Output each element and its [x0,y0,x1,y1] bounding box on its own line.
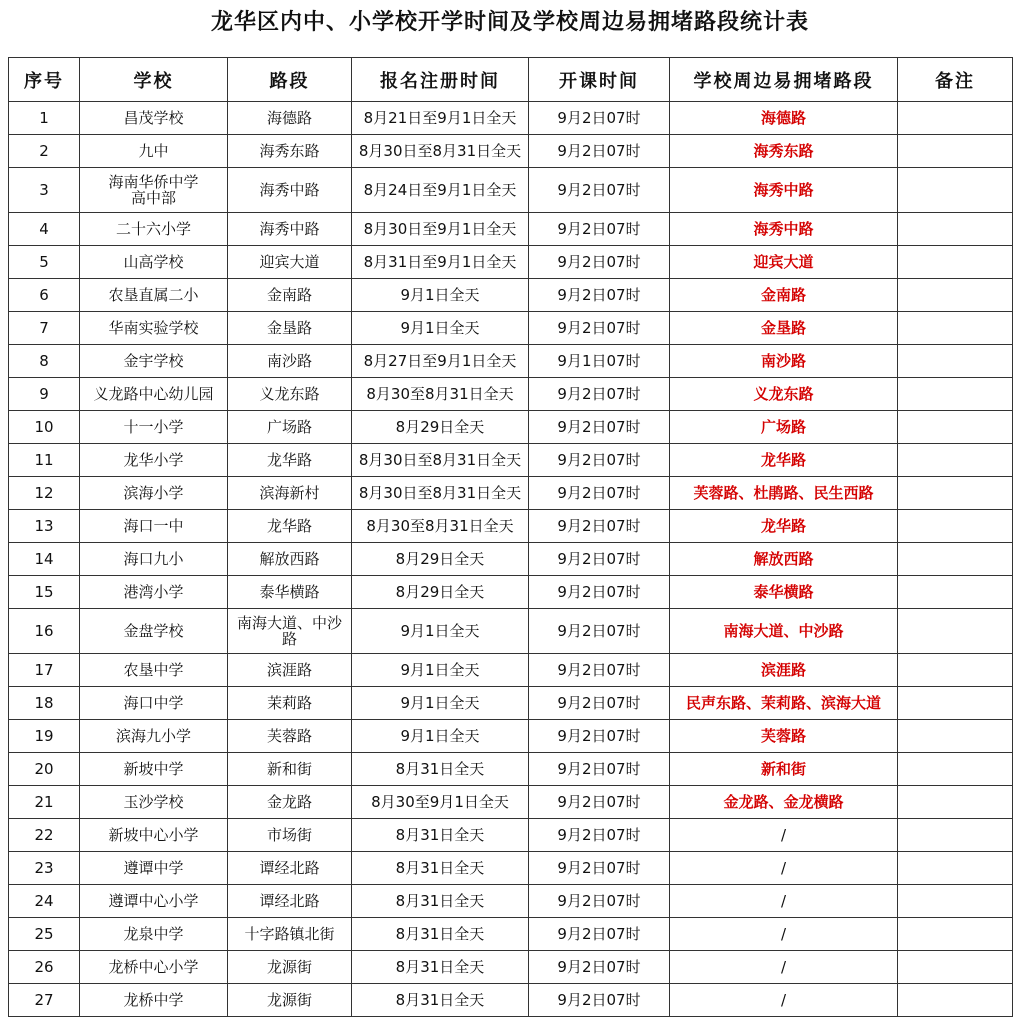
cell-congested-roads: / [670,951,898,984]
cell-congested-roads: 南沙路 [670,345,898,378]
cell-index: 23 [9,852,80,885]
cell-congested-roads: 新和街 [670,753,898,786]
cell-road: 南沙路 [228,345,352,378]
cell-road: 金南路 [228,279,352,312]
cell-index: 25 [9,918,80,951]
cell-road: 金龙路 [228,786,352,819]
cell-index: 5 [9,246,80,279]
table-row [9,819,1013,852]
cell-register-time: 8月30至9月1日全天 [352,786,529,819]
cell-register-time: 8月31日全天 [352,753,529,786]
cell-remarks [898,246,1013,279]
cell-remarks [898,576,1013,609]
cell-register-time: 8月21日至9月1日全天 [352,102,529,135]
cell-register-time: 8月31日全天 [352,918,529,951]
cell-index: 24 [9,885,80,918]
cell-school: 龙桥中学 [80,984,228,1017]
cell-school: 新坡中心小学 [80,819,228,852]
cell-index: 6 [9,279,80,312]
cell-index: 27 [9,984,80,1017]
cell-index: 20 [9,753,80,786]
cell-class-start: 9月2日07时 [529,654,670,687]
cell-road: 海秀中路 [228,168,352,213]
cell-congested-roads: 海秀中路 [670,213,898,246]
cell-register-time: 8月29日全天 [352,411,529,444]
cell-remarks [898,918,1013,951]
cell-class-start: 9月2日07时 [529,852,670,885]
cell-register-time: 8月29日全天 [352,576,529,609]
table-row [9,543,1013,576]
cell-congested-roads: / [670,984,898,1017]
cell-school: 农垦中学 [80,654,228,687]
cell-school: 龙桥中心小学 [80,951,228,984]
cell-school: 二十六小学 [80,213,228,246]
header-class-start: 开课时间 [529,58,670,102]
table-row [9,609,1013,654]
cell-remarks [898,378,1013,411]
cell-index: 18 [9,687,80,720]
table-row [9,786,1013,819]
cell-congested-roads: 泰华横路 [670,576,898,609]
cell-road: 金垦路 [228,312,352,345]
cell-remarks [898,168,1013,213]
cell-class-start: 9月2日07时 [529,510,670,543]
cell-register-time: 8月30日至8月31日全天 [352,444,529,477]
header-road: 路段 [228,58,352,102]
cell-congested-roads: 海德路 [670,102,898,135]
cell-congested-roads: 海秀东路 [670,135,898,168]
cell-school: 九中 [80,135,228,168]
cell-school: 龙泉中学 [80,918,228,951]
school-schedule-table [8,57,1013,1017]
cell-class-start: 9月2日07时 [529,246,670,279]
cell-road: 谭经北路 [228,885,352,918]
cell-congested-roads: 龙华路 [670,510,898,543]
cell-remarks [898,510,1013,543]
cell-remarks [898,444,1013,477]
cell-remarks [898,852,1013,885]
cell-class-start: 9月2日07时 [529,786,670,819]
cell-congested-roads: 滨涯路 [670,654,898,687]
cell-index: 10 [9,411,80,444]
cell-remarks [898,477,1013,510]
cell-school: 遵谭中心小学 [80,885,228,918]
cell-index: 17 [9,654,80,687]
cell-index: 12 [9,477,80,510]
cell-class-start: 9月2日07时 [529,885,670,918]
cell-index: 11 [9,444,80,477]
cell-index: 7 [9,312,80,345]
table-row [9,918,1013,951]
cell-school: 遵谭中学 [80,852,228,885]
cell-road: 芙蓉路 [228,720,352,753]
cell-register-time: 8月31日全天 [352,852,529,885]
cell-index: 16 [9,609,80,654]
cell-school: 龙华小学 [80,444,228,477]
cell-congested-roads: 广场路 [670,411,898,444]
cell-class-start: 9月2日07时 [529,444,670,477]
cell-register-time: 8月31日全天 [352,951,529,984]
cell-school: 十一小学 [80,411,228,444]
table-row [9,687,1013,720]
cell-remarks [898,345,1013,378]
cell-remarks [898,279,1013,312]
cell-remarks [898,753,1013,786]
cell-class-start: 9月2日07时 [529,687,670,720]
cell-index: 4 [9,213,80,246]
cell-remarks [898,135,1013,168]
header-remarks: 备注 [898,58,1013,102]
cell-remarks [898,609,1013,654]
cell-congested-roads: / [670,852,898,885]
cell-index: 22 [9,819,80,852]
cell-register-time: 9月1日全天 [352,654,529,687]
cell-class-start: 9月2日07时 [529,609,670,654]
cell-index: 13 [9,510,80,543]
cell-index: 9 [9,378,80,411]
cell-congested-roads: 金垦路 [670,312,898,345]
cell-road: 滨涯路 [228,654,352,687]
cell-school: 玉沙学校 [80,786,228,819]
cell-school: 海口一中 [80,510,228,543]
cell-register-time: 9月1日全天 [352,720,529,753]
table-row [9,168,1013,213]
cell-remarks [898,312,1013,345]
cell-congested-roads: 芙蓉路 [670,720,898,753]
cell-register-time: 8月31日全天 [352,885,529,918]
cell-register-time: 9月1日全天 [352,687,529,720]
cell-congested-roads: 龙华路 [670,444,898,477]
cell-road: 解放西路 [228,543,352,576]
cell-road: 海秀中路 [228,213,352,246]
cell-road: 泰华横路 [228,576,352,609]
cell-road: 市场街 [228,819,352,852]
cell-school: 义龙路中心幼儿园 [80,378,228,411]
table-header-row [9,58,1013,102]
cell-road: 茉莉路 [228,687,352,720]
cell-register-time: 8月29日全天 [352,543,529,576]
cell-register-time: 9月1日全天 [352,609,529,654]
cell-remarks [898,411,1013,444]
cell-school: 华南实验学校 [80,312,228,345]
cell-register-time: 8月24日至9月1日全天 [352,168,529,213]
cell-remarks [898,654,1013,687]
cell-register-time: 8月31日至9月1日全天 [352,246,529,279]
cell-class-start: 9月2日07时 [529,720,670,753]
cell-remarks [898,213,1013,246]
cell-school: 滨海九小学 [80,720,228,753]
table-row [9,720,1013,753]
table-row [9,102,1013,135]
cell-school: 金盘学校 [80,609,228,654]
cell-index: 3 [9,168,80,213]
cell-class-start: 9月2日07时 [529,168,670,213]
cell-congested-roads: / [670,885,898,918]
table-row [9,279,1013,312]
cell-school: 山高学校 [80,246,228,279]
cell-index: 8 [9,345,80,378]
table-row [9,984,1013,1017]
page-title: 龙华区内中、小学校开学时间及学校周边易拥堵路段统计表 [210,10,809,35]
cell-congested-roads: 海秀中路 [670,168,898,213]
cell-road: 龙华路 [228,510,352,543]
cell-congested-roads: 金南路 [670,279,898,312]
cell-class-start: 9月2日07时 [529,213,670,246]
table-row [9,345,1013,378]
cell-class-start: 9月2日07时 [529,819,670,852]
cell-class-start: 9月1日07时 [529,345,670,378]
cell-class-start: 9月2日07时 [529,753,670,786]
cell-school: 滨海小学 [80,477,228,510]
cell-road: 义龙东路 [228,378,352,411]
cell-class-start: 9月2日07时 [529,477,670,510]
cell-road: 南海大道、中沙 路 [228,609,352,654]
cell-class-start: 9月2日07时 [529,135,670,168]
cell-register-time: 9月1日全天 [352,279,529,312]
cell-congested-roads: 南海大道、中沙路 [670,609,898,654]
cell-school: 昌茂学校 [80,102,228,135]
cell-register-time: 8月31日全天 [352,819,529,852]
cell-register-time: 8月27日至9月1日全天 [352,345,529,378]
cell-school: 海口中学 [80,687,228,720]
cell-class-start: 9月2日07时 [529,279,670,312]
cell-index: 15 [9,576,80,609]
cell-index: 2 [9,135,80,168]
table-row [9,951,1013,984]
header-congested-roads: 学校周边易拥堵路段 [670,58,898,102]
cell-congested-roads: 义龙东路 [670,378,898,411]
cell-congested-roads: 民声东路、茉莉路、滨海大道 [670,687,898,720]
cell-road: 龙华路 [228,444,352,477]
cell-school: 新坡中学 [80,753,228,786]
table-row [9,444,1013,477]
cell-road: 广场路 [228,411,352,444]
cell-remarks [898,102,1013,135]
cell-class-start: 9月2日07时 [529,576,670,609]
table-row [9,411,1013,444]
table-row [9,852,1013,885]
cell-index: 26 [9,951,80,984]
cell-index: 14 [9,543,80,576]
table-row [9,753,1013,786]
cell-remarks [898,786,1013,819]
cell-road: 海德路 [228,102,352,135]
cell-class-start: 9月2日07时 [529,918,670,951]
cell-remarks [898,819,1013,852]
cell-register-time: 8月30日至8月31日全天 [352,477,529,510]
cell-register-time: 8月30日至8月31日全天 [352,135,529,168]
cell-congested-roads: 迎宾大道 [670,246,898,279]
cell-class-start: 9月2日07时 [529,312,670,345]
cell-remarks [898,984,1013,1017]
table-row [9,312,1013,345]
table-row [9,654,1013,687]
cell-congested-roads: / [670,918,898,951]
cell-road: 滨海新村 [228,477,352,510]
table-row [9,246,1013,279]
cell-index: 1 [9,102,80,135]
cell-remarks [898,543,1013,576]
cell-register-time: 8月30至8月31日全天 [352,378,529,411]
cell-register-time: 8月30日至9月1日全天 [352,213,529,246]
cell-road: 龙源街 [228,951,352,984]
cell-remarks [898,687,1013,720]
header-register-time: 报名注册时间 [352,58,529,102]
table-row [9,885,1013,918]
cell-road: 海秀东路 [228,135,352,168]
cell-school: 港湾小学 [80,576,228,609]
cell-road: 龙源街 [228,984,352,1017]
table-row [9,135,1013,168]
cell-congested-roads: 金龙路、金龙横路 [670,786,898,819]
cell-class-start: 9月2日07时 [529,984,670,1017]
cell-school: 金宇学校 [80,345,228,378]
table-row [9,213,1013,246]
cell-road: 新和街 [228,753,352,786]
cell-register-time: 9月1日全天 [352,312,529,345]
cell-register-time: 8月30至8月31日全天 [352,510,529,543]
cell-road: 谭经北路 [228,852,352,885]
cell-class-start: 9月2日07时 [529,411,670,444]
cell-school: 海口九小 [80,543,228,576]
cell-class-start: 9月2日07时 [529,102,670,135]
cell-road: 迎宾大道 [228,246,352,279]
table-row [9,477,1013,510]
cell-congested-roads: 芙蓉路、杜鹃路、民生西路 [670,477,898,510]
cell-class-start: 9月2日07时 [529,378,670,411]
cell-remarks [898,951,1013,984]
cell-class-start: 9月2日07时 [529,543,670,576]
cell-school: 农垦直属二小 [80,279,228,312]
cell-index: 21 [9,786,80,819]
cell-remarks [898,885,1013,918]
cell-road: 十字路镇北街 [228,918,352,951]
table-row [9,510,1013,543]
cell-remarks [898,720,1013,753]
cell-index: 19 [9,720,80,753]
cell-register-time: 8月31日全天 [352,984,529,1017]
cell-congested-roads: 解放西路 [670,543,898,576]
header-school: 学校 [80,58,228,102]
header-index: 序号 [9,58,80,102]
table-row [9,576,1013,609]
table-row [9,378,1013,411]
cell-congested-roads: / [670,819,898,852]
cell-class-start: 9月2日07时 [529,951,670,984]
cell-school: 海南华侨中学 高中部 [80,168,228,213]
